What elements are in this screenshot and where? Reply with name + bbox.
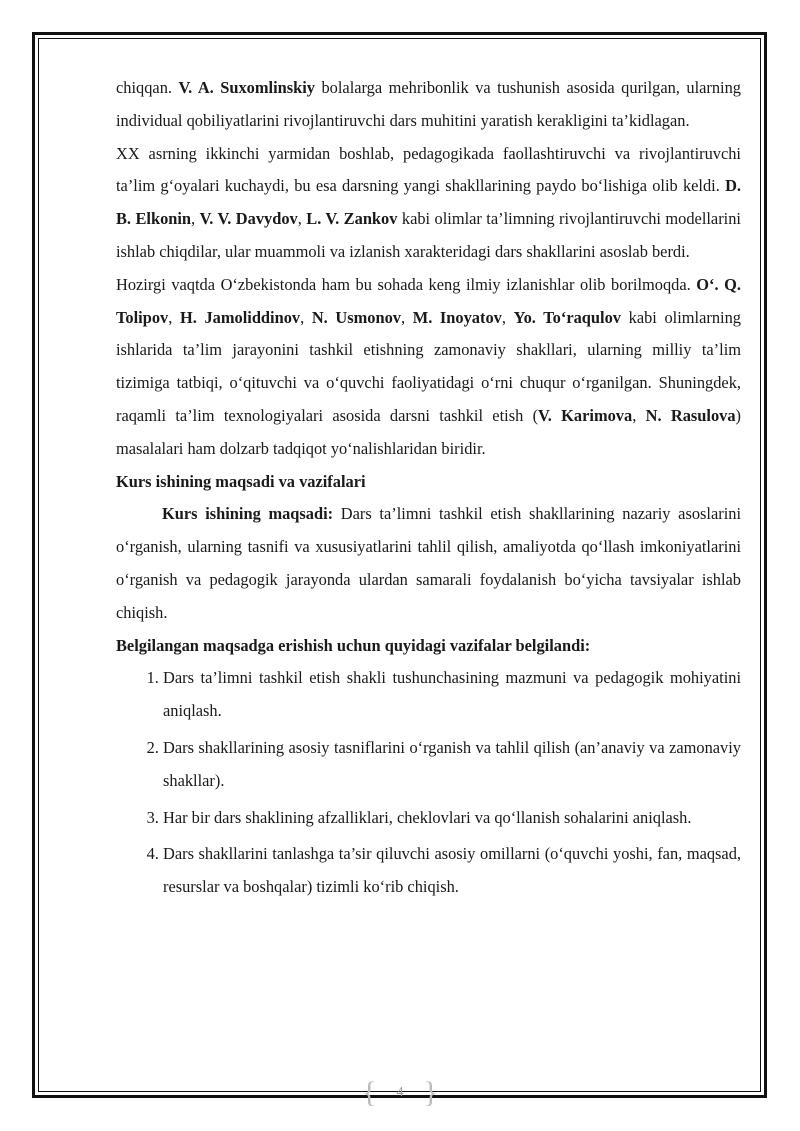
text-run: Dars ta’limni tashkil etish shakllarining nazariy asoslarini o‘rganish, ularning tasnifi va xususiyatlarini tahlil qilish, amaliyotda qo‘llash imkoniyatlarini o‘rganish va pedagogik jarayonda ulardan samarali foydalanish bo‘yicha tavsiyalar ishlab chiqish. (116, 504, 741, 622)
section-heading-tasks: Belgilangan maqsadga erishish uchun quyidagi vazifalar belgilandi: (116, 635, 591, 655)
author-name: V. A. Suxomlinskiy (178, 78, 315, 97)
text-run: XX asrning ikkinchi yarmidan boshlab, pedagogikada faollashtiruvchi va rivojlantiruvchi ta’lim g‘oyalari kuchaydi, bu esa darsning yangi shakllarining paydo bo‘lishiga olib keldi. (116, 143, 741, 196)
page-number-bracket-right: } (423, 1076, 438, 1109)
author-name: Kurs ishining maqsadi: (162, 504, 334, 524)
document-body (116, 72, 741, 908)
section-heading-goals: Kurs ishining maqsadi va vazifalari (116, 471, 366, 491)
text-run: kabi olimlarning ishlarida ta’lim jarayonini tashkil etishning zamonaviy shakllari, ularning milliy ta’lim tizimiga tatbiqi, o‘qituvchi va o‘quvchi faoliyatidagi o‘rni chuqur o‘rganilgan. Shuningdek, raqamli ta’lim texnologiyalari asosida darsni tashkil etish ( (116, 307, 741, 425)
list-item: 3. Har bir dars shaklining afzalliklari, cheklovlari va qo‘llanish sohalarini aniqlash. (163, 802, 741, 835)
text-run: , (300, 307, 312, 327)
list-item: 2. Dars shakllarining asosiy tasniflarini o‘rganish va tahlil qilish (an’anaviy va zamonaviy shakllar). (163, 732, 741, 798)
list-item: 4. Dars shakllarini tanlashga ta’sir qiluvchi asosiy omillarni (o‘quvchi yoshi, fan, maqsad, resurslar va boshqalar) tizimli ko‘rib chiqish. (163, 838, 741, 904)
page-number-bracket-left: { (362, 1076, 377, 1109)
text-run: , (297, 209, 307, 229)
text-run: , (191, 209, 200, 229)
text-run: bolalarga mehribonlik va tushunish asosida qurilgan, ularning individual qobiliyatlarini rivojlantiruvchi dars muhitini yaratish kerakligini ta’kidlagan. (116, 78, 741, 130)
list-item: 1. Dars ta’limni tashkil etish shakli tushunchasining mazmuni va pedagogik mohiyatini aniqlash. (163, 662, 741, 728)
text-run: , (168, 307, 180, 327)
text-run: ) masalalari ham dolzarb tadqiqot yo‘nalishlaridan biridir. (116, 405, 742, 458)
text-run: , (632, 405, 646, 425)
page-number (0, 1076, 800, 1110)
text-run: chiqqan. (116, 78, 179, 97)
author-name: V. Karimova (538, 405, 633, 425)
author-name: L. V. Zankov (306, 209, 398, 229)
page-number-value: 4 (396, 1085, 404, 1100)
paragraph-xx-century (116, 138, 741, 269)
text-run: Hozirgi vaqtda O‘zbekistonda ham bu sohada keng ilmiy izlanishlar olib borilmoqda. (116, 274, 697, 294)
author-name: N. Rasulova (645, 405, 736, 425)
text-run: , (400, 307, 413, 327)
text-run: , (501, 307, 514, 327)
author-name: O‘. Q. Tolipov (116, 274, 742, 327)
tasks-list (116, 662, 741, 904)
author-name: H. Jamoliddinov (179, 307, 301, 327)
author-name: D. B. Elkonin (116, 176, 741, 229)
paragraph-uzbekistan-research (116, 269, 741, 466)
text-run: kabi olimlar ta’limning rivojlantiruvchi modellarini ishlab chiqdilar, ular muammoli va izlanish xarakteridagi dars shakllarini asoslab berdi. (116, 209, 741, 261)
author-name: N. Usmonov (311, 307, 401, 327)
author-name: M. Inoyatov (412, 307, 502, 327)
author-name: V. V. Davydov (199, 209, 298, 229)
author-name: Yo. To‘raqulov (513, 307, 621, 327)
paragraph-suxomlinskiy (116, 72, 741, 138)
paragraph-course-goal (116, 498, 741, 629)
